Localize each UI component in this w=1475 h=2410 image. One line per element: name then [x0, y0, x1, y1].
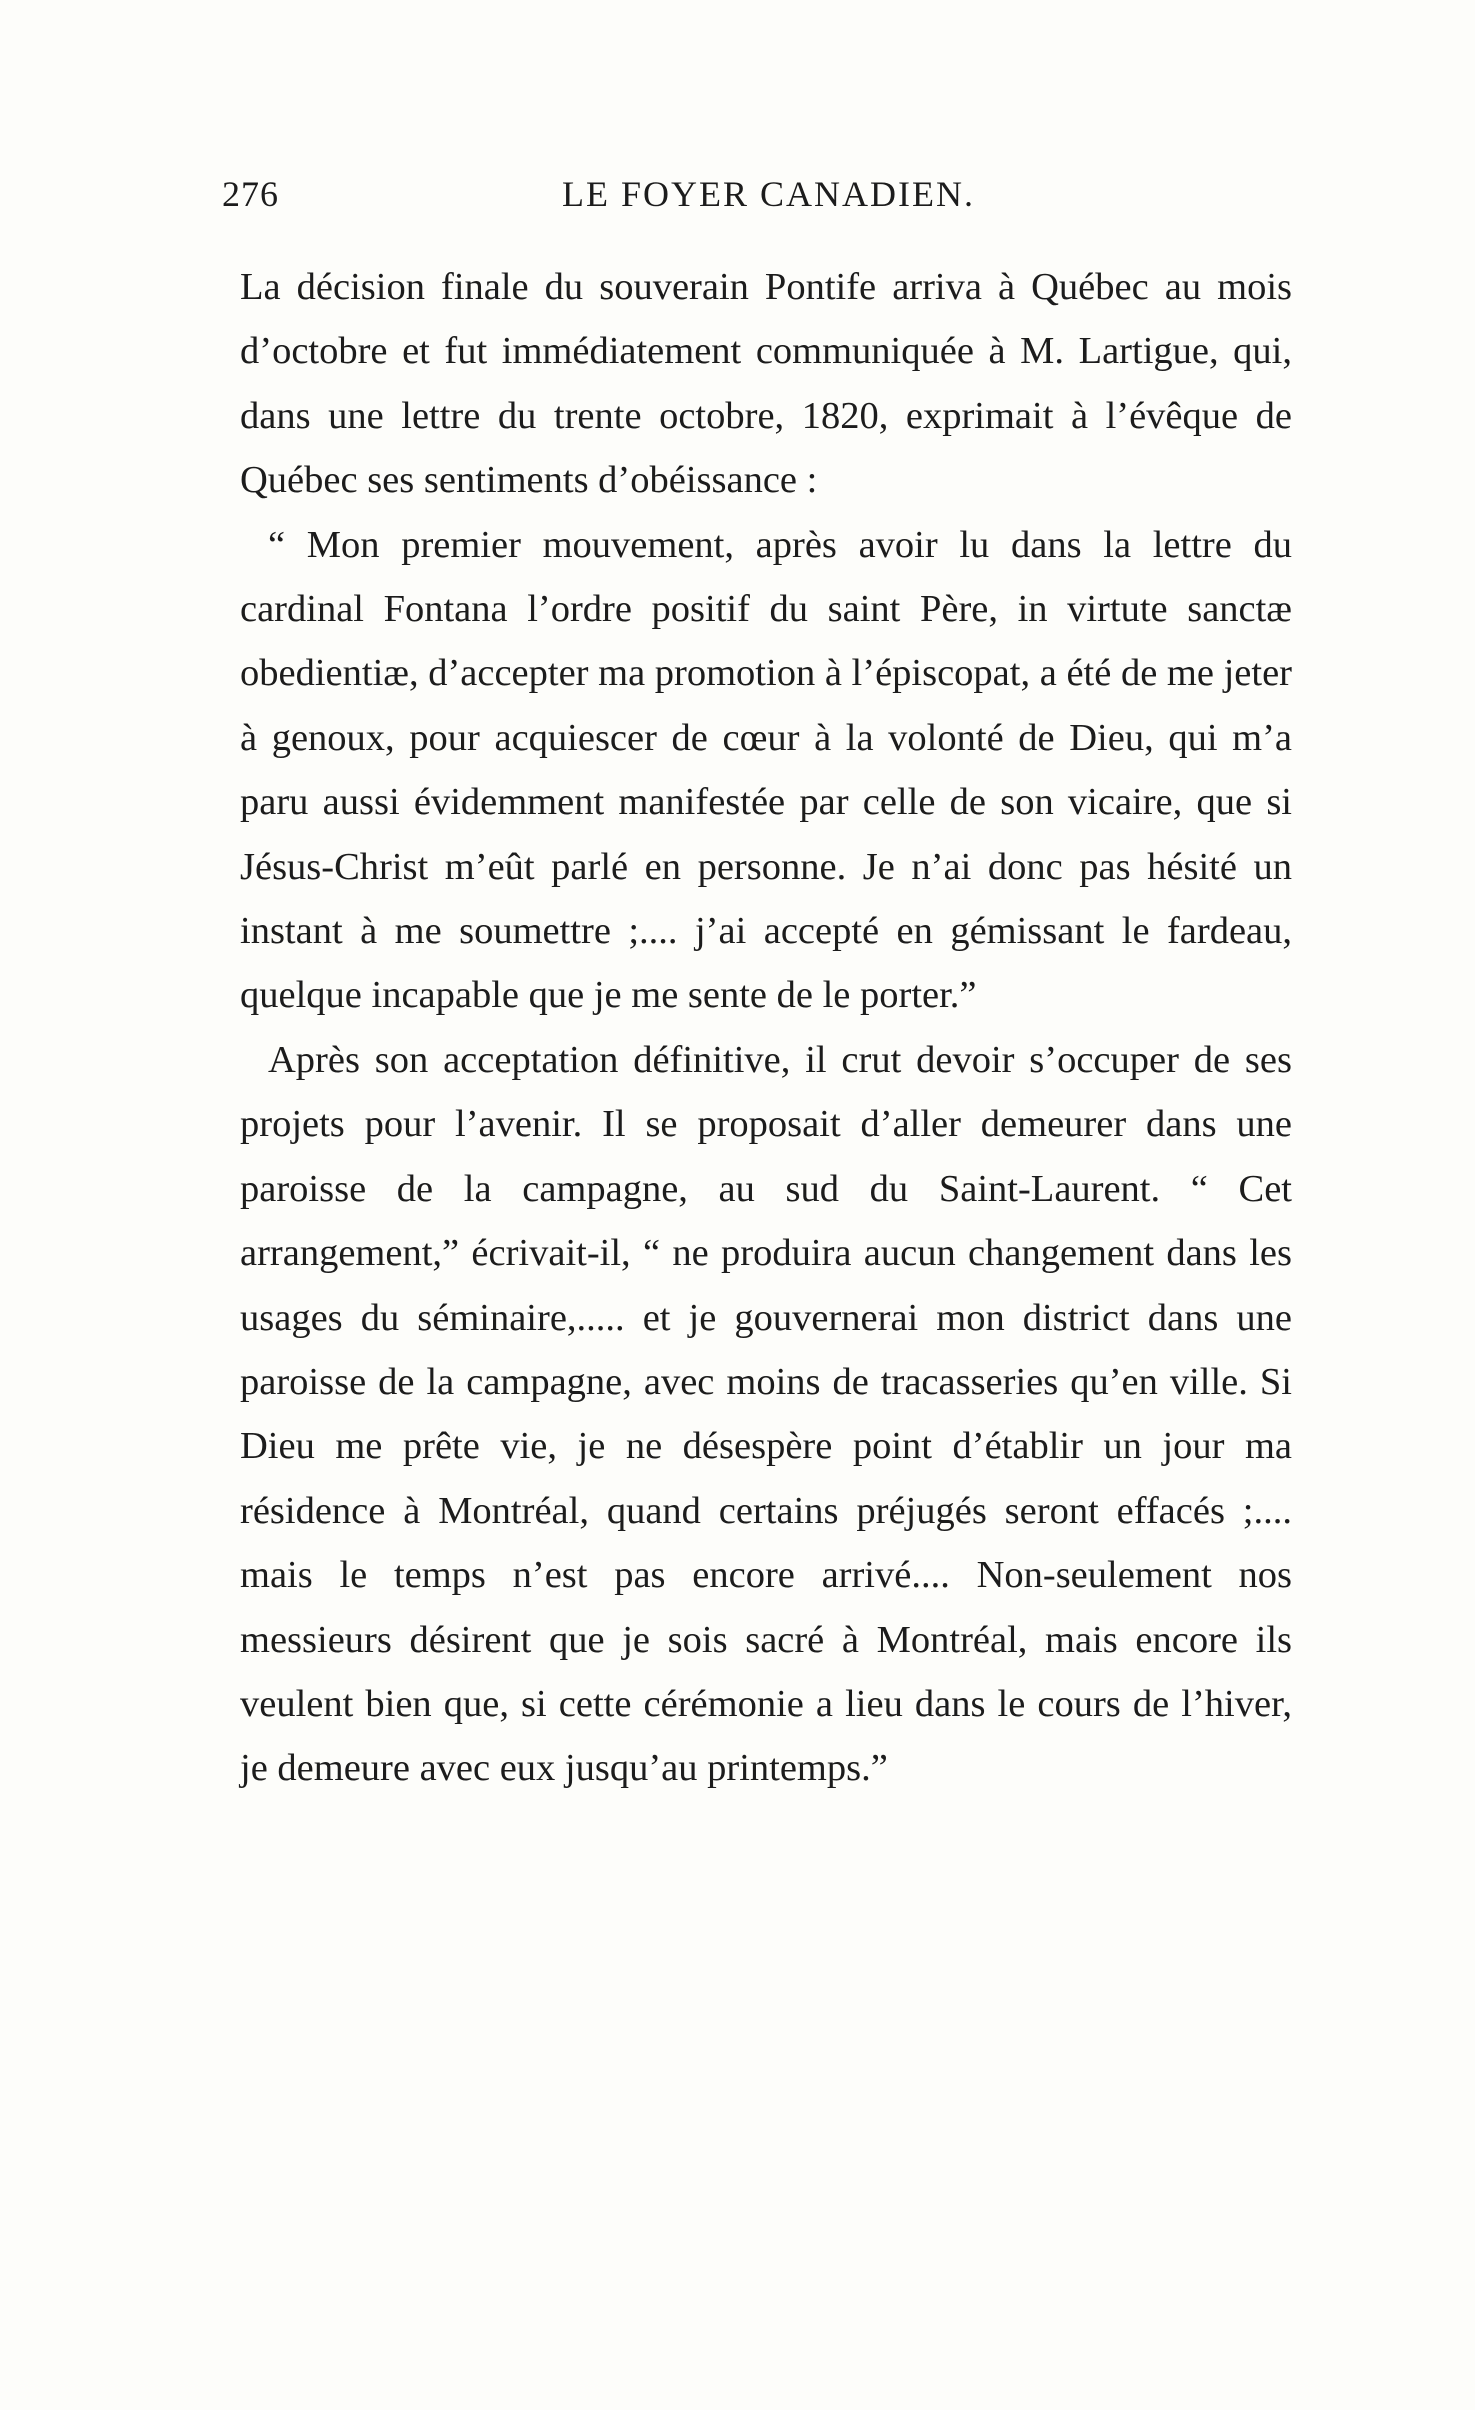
body-text	[240, 255, 1292, 1801]
running-head: LE FOYER CANADIEN.	[562, 174, 975, 214]
paragraph-after-acceptance: Après son acceptation définitive, il crut devoir s’occuper de ses projets pour l’avenir. Il se proposait d’aller demeurer dans une paroisse de la campagne, au sud du Saint-Laurent. “ Cet arrangement,” écrivait-il, “ ne produira aucun changement dans les usages du séminaire,..... et je gouvernerai mon district dans une paroisse de la campagne, avec moins de tracasseries qu’en ville. Si Dieu me prête vie, je ne désespère point d’établir un jour ma résidence à Montréal, quand certains préjugés seront effacés ;.... mais le temps n’est pas encore arrivé.... Non-seulement nos messieurs désirent que je sois sacré à Montréal, mais encore ils veulent bien que, si cette cérémonie a lieu dans le cours de l’hiver, je demeure avec eux jusqu’au printemps.”	[240, 1038, 1292, 1790]
paragraph-decision: La décision finale du souverain Pontife arriva à Québec au mois d’octobre et fut immédiatement communiquée à M. Lartigue, qui, dans une lettre du trente octobre, 1820, exprimait à l’évêque de Québec ses sentiments d’obéissance :	[240, 266, 1292, 502]
page-header	[222, 173, 1287, 223]
page-number: 276	[222, 174, 279, 214]
paragraph-quoted-letter: “ Mon premier mouvement, après avoir lu dans la lettre du cardinal Fontana l’ordre positif du saint Père, in virtute sanctæ obedientiæ, d’accepter ma promotion à l’épiscopat, a été de me jeter à genoux, pour acquiescer de cœur à la volonté de Dieu, qui m’a paru aussi évidemment manifestée par celle de son vicaire, que si Jésus-Christ m’eût parlé en personne. Je n’ai donc pas hésité un instant à me soumettre ;.... j’ai accepté en gémissant le fardeau, quelque incapable que je me sente de le porter.”	[240, 523, 1292, 1017]
